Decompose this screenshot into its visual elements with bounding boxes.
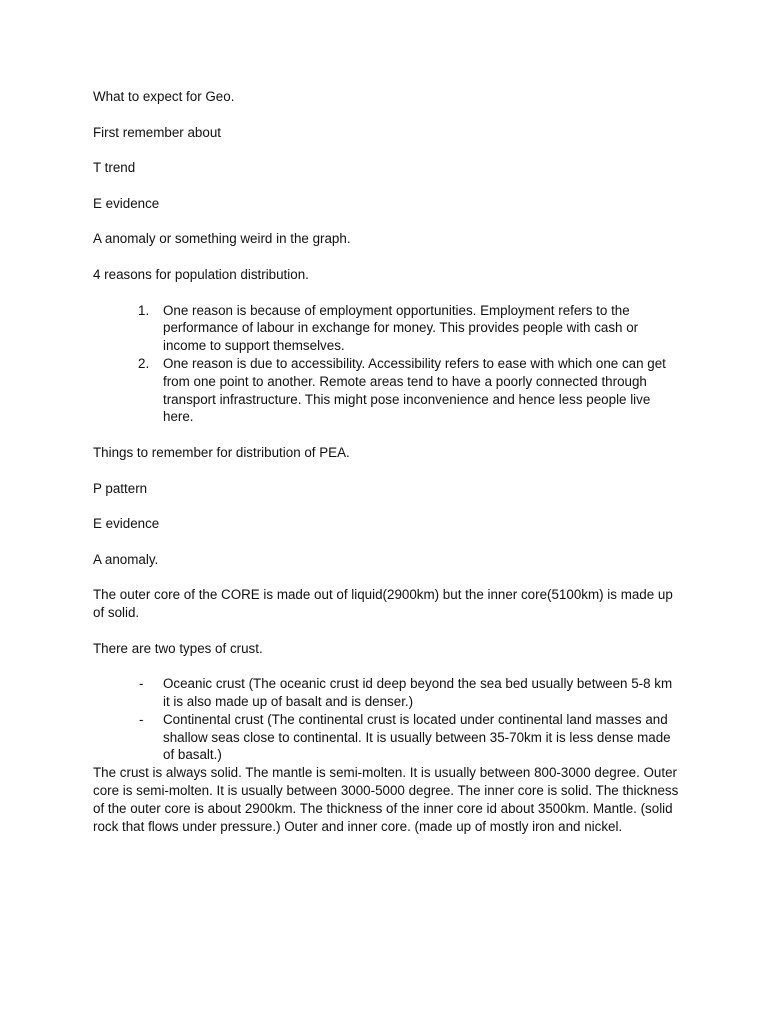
list-number: 2.: [138, 355, 150, 371]
list-item-text: Oceanic crust (The oceanic crust id deep beyond the sea bed usually between 5-8 km it is also made up of basalt and is denser.): [163, 676, 673, 710]
pea-intro: Things to remember for distribution of PEA.: [93, 444, 350, 460]
pea-anomaly: A anomaly.: [93, 551, 159, 567]
list-dash: -: [139, 676, 144, 692]
document-body: [93, 88, 679, 835]
core-paragraph: The outer core of the CORE is made out of liquid(2900km) but the inner core(5100km) is made up of solid.: [93, 587, 673, 621]
closing-paragraph: The crust is always solid. The mantle is semi-molten. It is usually between 800-3000 degree. Outer core is semi-molten. It is usually between 3000-5000 degree. The inner core is solid. The thickness of the outer core is about 2900km. The thickness of the inner core id about 3500km. Mantle. (solid rock that flows under pressure.) Outer and inner core. (made up of mostly iron and nickel.: [93, 765, 679, 834]
tea-anomaly: A anomaly or something weird in the graph.: [93, 231, 351, 247]
list-item-text: Continental crust (The continental crust is located under continental land masses and shallow seas close to continental. It is usually between 35-70km it is less dense made of basalt.): [163, 711, 671, 763]
pea-evidence: E evidence: [93, 516, 160, 532]
reasons-list: [93, 302, 679, 427]
tea-trend: T trend: [93, 160, 136, 176]
list-item: [93, 302, 679, 355]
list-item: [93, 675, 679, 711]
pea-pattern: P pattern: [93, 480, 148, 496]
list-dash: -: [139, 711, 144, 727]
list-item-text: One reason is because of employment opportunities. Employment refers to the performance of labour in exchange for money. This provides people with cash or income to support themselves.: [163, 302, 639, 354]
remember-intro: First remember about: [93, 124, 221, 140]
list-number: 1.: [138, 302, 150, 318]
reasons-intro: 4 reasons for population distribution.: [93, 266, 309, 282]
tea-evidence: E evidence: [93, 195, 160, 211]
document-heading: What to expect for Geo.: [93, 89, 235, 104]
crust-types-list: [93, 675, 679, 764]
list-item: [93, 711, 679, 764]
list-item-text: One reason is due to accessibility. Accessibility refers to ease with which one can get from one point to another. Remote areas tend to have a poorly connected through transport infrastructure. This might pose inconvenience and hence less people live here.: [163, 355, 666, 425]
crust-intro: There are two types of crust.: [93, 640, 263, 656]
list-item: [93, 355, 679, 426]
